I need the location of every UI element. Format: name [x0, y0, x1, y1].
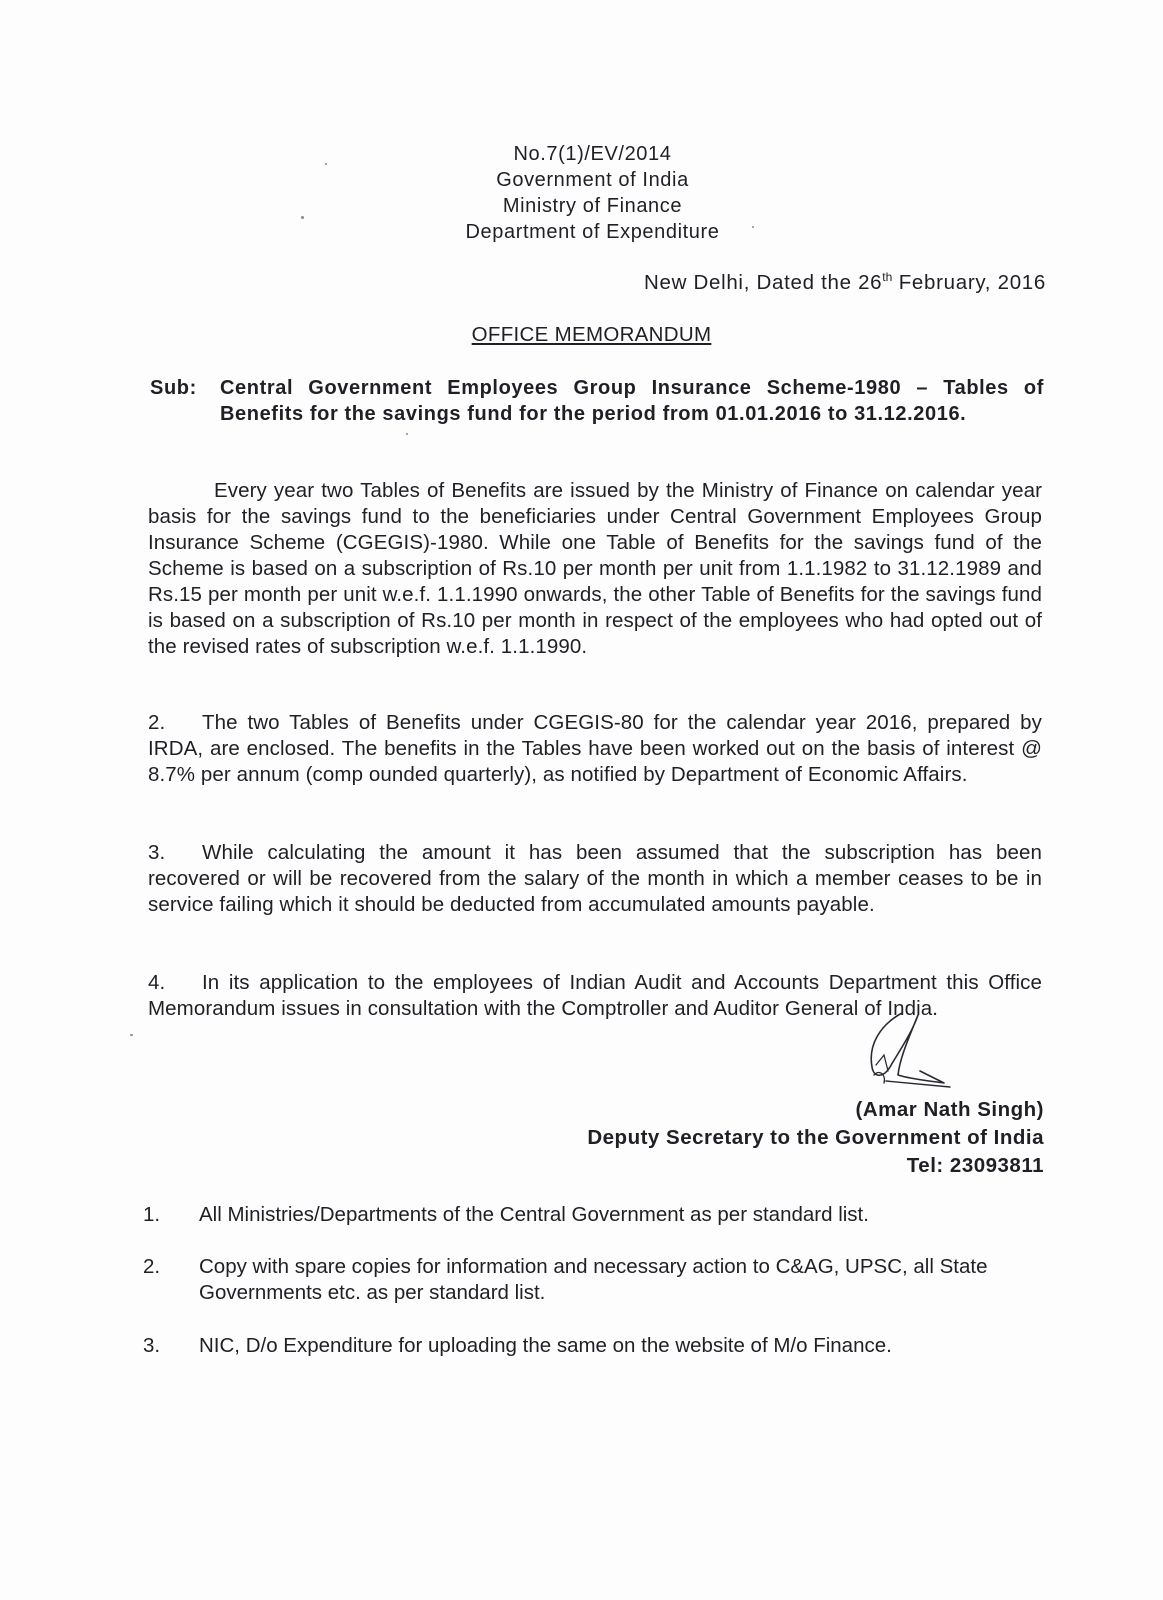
distribution-item [143, 1333, 1043, 1359]
subject-block [150, 375, 1044, 427]
paragraph-number: 2. [148, 711, 166, 734]
dateline [644, 270, 1046, 295]
dateline-suffix: February, 2016 [892, 270, 1046, 294]
department-line: Department of Expenditure [465, 221, 720, 243]
distribution-number: 1. [143, 1203, 161, 1226]
signatory-name: (Amar Nath Singh) [855, 1098, 1044, 1121]
paragraph-text: In its application to the employees of Indian Audit and Accounts Department this Office Memorandum issues in consultation with the Comptroller and Auditor General of India. [148, 971, 1042, 1020]
signatory-designation: Deputy Secretary to the Government of India [587, 1126, 1044, 1149]
distribution-text: Copy with spare copies for information and necessary action to C&AG, UPSC, all State Governments etc. as per standard list. [199, 1255, 988, 1304]
paragraph-number: 3. [148, 841, 166, 864]
paragraph-1: Every year two Tables of Benefits are issued by the Ministry of Finance on calendar year basis for the savings fund to the beneficiaries under Central Government Employees Group Insurance Scheme (CGEGIS)-1980. While one Table of Benefits for the savings fund of the Scheme is based on a subscription of Rs.10 per month per unit from 1.1.1982 to 31.12.1989 and Rs.15 per month per unit w.e.f. 1.1.1990 onwards, the other Table of Benefits for the savings fund is based on a subscription of Rs.10 per month in respect of the employees who had opted out of the revised rates of subscription w.e.f. 1.1.1990. [148, 479, 1042, 658]
scan-speck [130, 1034, 133, 1036]
distribution-text: NIC, D/o Expenditure for uploading the same on the website of M/o Finance. [199, 1334, 892, 1357]
distribution-number: 2. [143, 1255, 161, 1278]
letterhead [0, 141, 1163, 245]
dateline-prefix: New Delhi, Dated the 26 [643, 270, 883, 294]
scan-speck [325, 163, 327, 165]
paragraph-2 [148, 710, 1042, 788]
paragraph-text: The two Tables of Benefits under CGEGIS-80 for the calendar year 2016, prepared by IRDA, are enclosed. The benefits in the Tables have been worked out on the basis of interest @ 8.7% per annum (comp ounded quarterly), as notified by Department of Economic Affairs. [148, 711, 1042, 786]
distribution-item [143, 1254, 1043, 1306]
subject-text: Central Government Employees Group Insurance Scheme-1980 – Tables of Benefits for the savings fund for the period from 01.01.2016 to 31.12.2016. [220, 377, 1044, 425]
ministry-line: Ministry of Finance [502, 195, 683, 217]
distribution-item [143, 1202, 1043, 1228]
scan-speck [301, 216, 304, 219]
paragraph-text: While calculating the amount it has been assumed that the subscription has been recovered or will be recovered from the salary of the month in which a member ceases to be in service failing which it should be deducted from accumulated amounts payable. [148, 841, 1042, 916]
paragraph-number: 4. [148, 971, 166, 994]
subject-label: Sub: [150, 377, 197, 399]
signatory-telephone: Tel: 23093811 [906, 1154, 1044, 1177]
title-text: OFFICE MEMORANDUM [471, 323, 712, 346]
document-title [0, 323, 1163, 347]
signature-block [587, 1096, 1044, 1180]
distribution-number: 3. [143, 1334, 161, 1357]
dateline-superscript: th [882, 270, 893, 284]
file-number: No.7(1)/EV/2014 [513, 143, 672, 165]
government-line: Government of India [496, 169, 689, 191]
paragraph-3 [148, 840, 1042, 918]
distribution-text: All Ministries/Departments of the Central Government as per standard list. [199, 1203, 869, 1226]
scan-speck [406, 433, 408, 435]
handwritten-signature [840, 1005, 970, 1095]
scan-speck [752, 226, 754, 228]
